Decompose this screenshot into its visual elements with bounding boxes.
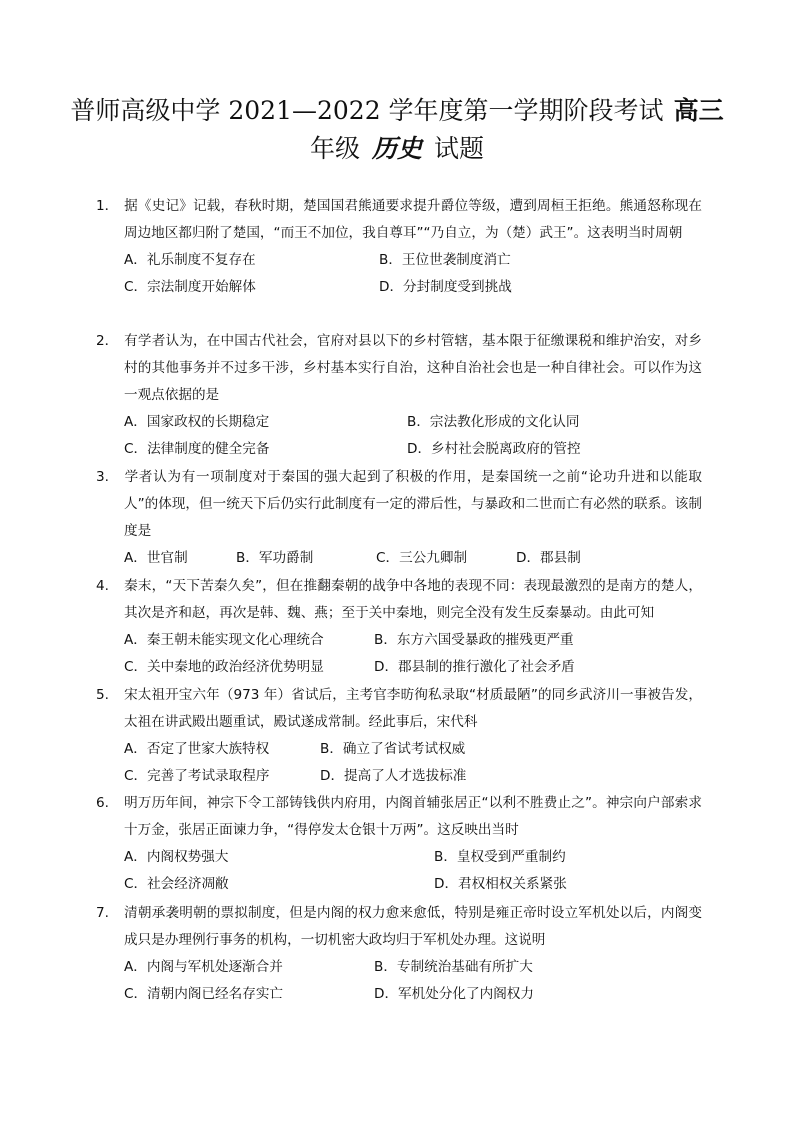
question-3 (96, 464, 702, 572)
question-stem (96, 900, 702, 954)
question-number: 5. (96, 687, 109, 703)
question-1 (96, 193, 702, 301)
option-d: D．郡县制 (516, 550, 581, 566)
option-b: B．东方六国受暴政的摧残更严重 (374, 632, 574, 648)
question-number: 3. (96, 469, 109, 485)
option-b: B．专制统治基础有所扩大 (374, 959, 533, 975)
option-a: A．内阁与军机处逐渐合并 (124, 959, 283, 975)
exam-title-line1 (0, 92, 794, 130)
question-text: 学者认为有一项制度对于秦国的强大起到了积极的作用，是秦国统一之前“论功升进和以能取人”的体现，但一统天下后仍实行此制度有一定的滞后性，与暴政和二世而亡有必然的联系。该制度是 (124, 469, 702, 539)
question-stem (96, 193, 702, 247)
option-b: B．确立了省试考试权威 (320, 741, 466, 757)
option-a: A．世官制 (124, 550, 188, 566)
option-a: A．内阁权势强大 (124, 849, 229, 865)
exam-title-grade: 高三 (673, 96, 724, 125)
option-b: B．王位世袭制度消亡 (379, 252, 511, 268)
question-number: 7. (96, 905, 109, 921)
option-c: C．清朝内阁已经名存实亡 (124, 986, 284, 1002)
question-stem (96, 790, 702, 844)
option-a: A．否定了世家大族特权 (124, 741, 270, 757)
option-c: C．宗法制度开始解体 (124, 279, 256, 295)
option-d: D．君权相权关系紧张 (434, 876, 567, 892)
option-c: C．关中秦地的政治经济优势明显 (124, 659, 324, 675)
option-c: C．法律制度的健全完备 (124, 441, 270, 457)
question-text: 秦末，“天下苦秦久矣”，但在推翻秦朝的战争中各地的表现不同：表现最激烈的是南方的楚人，其次是齐和赵，再次是韩、魏、燕；至于关中秦地，则完全没有发生反秦暴动。由此可知 (124, 578, 702, 621)
question-5 (96, 682, 702, 790)
question-stem (96, 328, 702, 409)
option-d: D．分封制度受到挑战 (379, 279, 512, 295)
option-b: B．皇权受到严重制约 (434, 849, 566, 865)
question-number: 2． (96, 333, 119, 349)
option-c: C．完善了考试录取程序 (124, 768, 270, 784)
exam-title-school: 普师高级中学 2021—2022 学年度第一学期阶段考试 (70, 96, 664, 125)
question-6 (96, 790, 702, 898)
question-number: 1． (96, 198, 119, 214)
option-b: B．军功爵制 (236, 550, 314, 566)
question-4 (96, 573, 702, 681)
question-stem (96, 573, 702, 627)
question-7 (96, 900, 702, 1008)
option-c: C．三公九卿制 (376, 550, 468, 566)
question-2 (96, 328, 702, 463)
option-c: C．社会经济凋敝 (124, 876, 229, 892)
option-d: D．乡村社会脱离政府的管控 (407, 441, 581, 457)
option-d: D．提高了人才选拔标准 (320, 768, 467, 784)
question-number: 4. (96, 578, 109, 594)
question-number: 6. (96, 795, 109, 811)
exam-title-nianji: 年级 (309, 134, 360, 163)
question-text: 清朝承袭明朝的票拟制度，但是内阁的权力愈来愈低，特别是雍正帝时设立军机处以后，内阁变成只是办理例行事务的机构，一切机密大政均归于军机处办理。这说明 (124, 905, 702, 948)
question-text: 宋太祖开宝六年（973 年）省试后，主考官李昉徇私录取“材质最陋”的同乡武济川一事被告发，太祖在讲武殿出题重试，殿试遂成常制。经此事后，宋代科 (124, 687, 702, 730)
exam-title-line2 (0, 130, 794, 168)
question-text: 明万历年间，神宗下令工部铸钱供内府用，内阁首辅张居正“以利不胜费止之”。神宗向户部索求十万金，张居正面谏力争，“得停发太仓银十万两”。这反映出当时 (124, 795, 702, 838)
question-text: 有学者认为，在中国古代社会，官府对县以下的乡村管辖，基本限于征缴课税和维护治安，对乡村的其他事务并不过多干涉，乡村基本实行自治，这种自治社会也是一种自律社会。可以作为这一观点依据的是 (124, 333, 702, 403)
question-stem (96, 464, 702, 545)
option-d: D．军机处分化了内阁权力 (374, 986, 534, 1002)
exam-title-shiti: 试题 (434, 134, 485, 163)
option-a: A．礼乐制度不复存在 (124, 252, 256, 268)
option-a: A．国家政权的长期稳定 (124, 414, 270, 430)
question-text: 据《史记》记载，春秋时期，楚国国君熊通要求提升爵位等级，遭到周桓王拒绝。熊通怒称现在周边地区都归附了楚国，“而王不加位，我自尊耳”“乃自立，为（楚）武王”。这表明当时周朝 (124, 198, 702, 241)
question-stem (96, 682, 702, 736)
option-b: B．宗法教化形成的文化认同 (407, 414, 580, 430)
option-d: D．郡县制的推行激化了社会矛盾 (374, 659, 575, 675)
exam-title-subject: 历史 (371, 134, 422, 163)
option-a: A．秦王朝未能实现文化心理统合 (124, 632, 324, 648)
